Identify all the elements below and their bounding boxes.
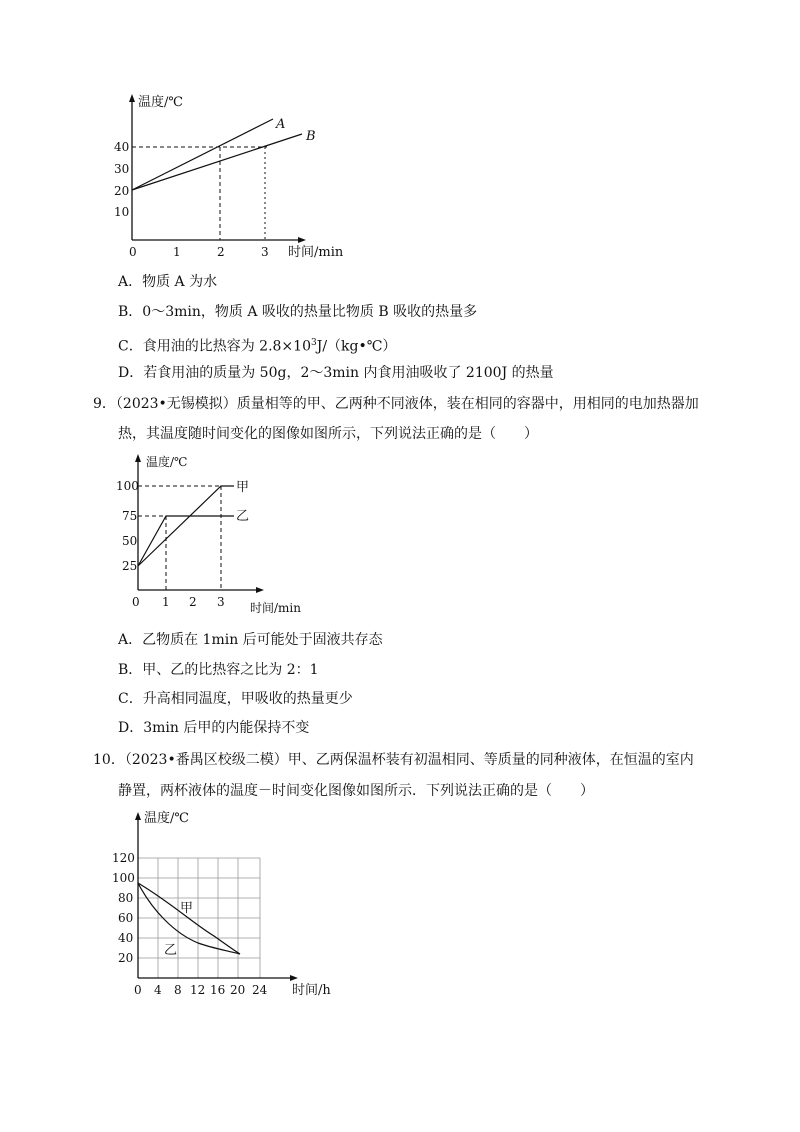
q9-figure (112, 448, 342, 616)
q8-x-tick: 1 (173, 245, 181, 259)
q9-y-tick: 25 (122, 559, 138, 573)
q8-y-tick: 10 (114, 205, 130, 219)
q9-y-tick: 100 (116, 479, 139, 493)
q8-line-label-b: B (306, 129, 316, 144)
q9-option-c: C．升高相同温度，甲吸收的热量更少 (118, 691, 353, 707)
q9-x-tick: 2 (189, 595, 197, 609)
q9-option-d: D．3min 后甲的内能保持不变 (118, 720, 310, 736)
q9-y-tick: 50 (122, 534, 138, 548)
q10-y-axis-label: 温度/℃ (144, 811, 189, 826)
q10-x-tick: 20 (230, 983, 246, 997)
q9-line-label-yi: 乙 (236, 509, 250, 524)
q10-x-tick: 0 (134, 983, 142, 997)
q8-option-c-unit: J/（kg•℃） (316, 338, 397, 355)
q9-line-label-jia: 甲 (236, 480, 250, 495)
q8-option-d: D．若食用油的质量为 50g，2～3min 内食用油吸收了 2100J 的热量 (118, 365, 554, 381)
q8-option-c-text: C．食用油的比热容为 2.8×10 (118, 338, 311, 355)
q8-figure (110, 88, 360, 263)
q8-x-tick: 0 (129, 245, 137, 259)
q9-x-axis-label: 时间/min (250, 601, 301, 615)
q9-y-tick: 75 (122, 509, 138, 523)
q10-y-tick: 60 (118, 911, 134, 925)
q9-option-b: B．甲、乙的比热容之比为 2：1 (118, 662, 319, 678)
q9-stem-line2: 热，其温度随时间变化的图像如图所示，下列说法正确的是（ ） (118, 426, 538, 442)
q10-curve-jia (138, 883, 240, 954)
q10-stem-line1: 10．（2023•番禺区校级二模）甲、乙两保温杯装有初温相同、等质量的同种液体，在恒温的室内 (93, 752, 694, 768)
q9-x-tick: 0 (132, 595, 140, 609)
q10-y-tick: 40 (118, 931, 134, 945)
q8-y-tick: 30 (114, 162, 130, 176)
q10-figure (112, 806, 362, 1002)
q8-option-c-exponent: 3 (310, 338, 317, 348)
q8-option-a: A．物质 A 为水 (118, 274, 218, 290)
q10-y-tick: 80 (118, 891, 134, 905)
q9-y-axis-label: 温度/℃ (146, 455, 188, 469)
q10-x-tick: 16 (210, 983, 226, 997)
q8-option-b: B．0～3min，物质 A 吸收的热量比物质 B 吸收的热量多 (118, 304, 478, 320)
q9-line-yi (138, 516, 234, 566)
q8-line-b (132, 134, 302, 190)
q10-line-label-jia: 甲 (180, 901, 194, 916)
q10-y-tick: 20 (118, 951, 134, 965)
q9-option-a: A．乙物质在 1min 后可能处于固液共存态 (118, 632, 383, 648)
q10-x-tick: 8 (174, 983, 182, 997)
q10-stem-line2: 静置，两杯液体的温度－时间变化图像如图所示．下列说法正确的是（ ） (118, 783, 594, 799)
q8-x-axis-label: 时间/min (288, 245, 344, 260)
q9-x-tick: 1 (162, 595, 170, 609)
q9-line-jia (138, 486, 234, 566)
q8-y-axis-label: 温度/℃ (138, 95, 183, 110)
q8-option-c (118, 333, 396, 357)
q10-y-tick: 100 (112, 871, 135, 885)
q9-x-tick: 3 (217, 595, 225, 609)
q8-line-label-a: A (276, 117, 286, 132)
q8-y-tick: 40 (114, 140, 130, 154)
q10-line-label-yi: 乙 (164, 943, 178, 958)
q8-line-a (132, 119, 273, 190)
q10-x-axis-label: 时间/h (292, 983, 331, 998)
q8-y-tick: 20 (114, 184, 130, 198)
q8-x-tick: 2 (217, 245, 225, 259)
q8-x-tick: 3 (261, 245, 269, 259)
q10-y-tick: 120 (112, 851, 135, 865)
q9-stem-line1: 9．（2023•无锡模拟）质量相等的甲、乙两种不同液体，装在相同的容器中，用相同的电加热器加 (93, 396, 699, 412)
q10-x-tick: 12 (190, 983, 206, 997)
q10-x-tick: 4 (154, 983, 162, 997)
q10-x-tick: 24 (252, 983, 268, 997)
